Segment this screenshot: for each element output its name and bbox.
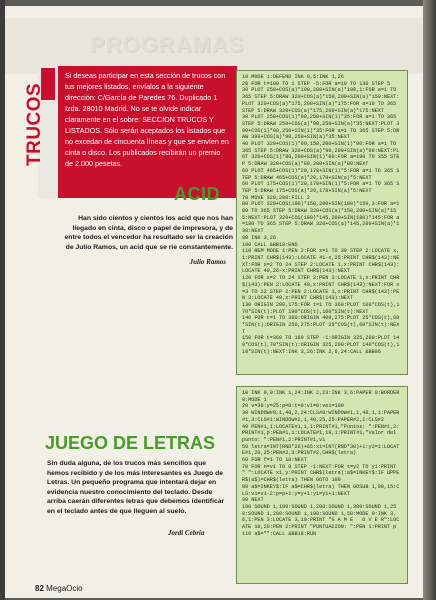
juego-body: Sin duda alguna, de los trucos más sencillos que hemos recibido y de los más interesantes es Juego de Letras. Un pequeño programa que intentará dejar en evidencia nuestro conocimiento del teclado. Desde arriba caerán diferentes letras que debemos identificar en el teclado antes de que lleguen al suelo.	[47, 460, 225, 515]
juego-author: Jordi Cebria	[168, 529, 205, 537]
acid-listing: 10 MODE 1:DEFEND INK 0,5:INK 1,26 20 FOR t=100 TO 1 STEP -5:FOR a=10 TO 130 STEP 5 30 PLOT 250+COS(a)*100,200+SIN(a)*100,1:FOR a=1 TO 365 STEP 5:DRAW 320+COS(a)*150,200+SIN(a)*150:NEXT:PLOT 320+COS(a)*175,200+SIN(a)*175:FOR a=10 TO 365 STEP 5:DRAW 320+COS(a)*175,200+SIN(a)*175:NEXT 30 PLOT 250+COS(1)*90,250+SIN(1)*35:FOR a=1 TO 365 STEP 5:DRAW 250+COS(a)*90,250+SIN(a)*35:NEXT:PLOT 390+COS(1)*90,250+SIN(1)*35:FOR a=1 TO 365 STEP 5:DRAW 390+COS(a)*90,250+SIN(a)*35:NEXT 40 PLOT 320+COS(1)*90,150,200+SIN(1)*90:FOR a=1 TO 365 STEP 5:DRAW 320+COS(a)*90,200+SIN(a)*90:NEXT:PLOT 320+COS(1)*80,200+SIN(1)*80:FOR a=190 TO 355 STEP 5:DRAW 320+COS(a)*80,200+SIN(a)*80:NEXT 60 PLOT 465+COS(1)*20,178+SIN(1)*5:FOR a=1 TO 365 STEP 5:DRAW 465+COS(a)*20,178+SIN(a)*5:NEXT 60 PLOT 175+COS(1)*20,178+SIN(1)*5:FOR a=1 TO 365 STEP 5:DRAW 175+COS(a)*20,178+SIN(a)*5:NEXT 70 MOVE 320,200:FILL 2 80 PLOT 320+COS(180)*150,200+SIN(180)*150,3:FOR a=180 TO 365 STEP 5:DRAW 320+COS(a)*150,200+SIN(a)*155:NEXT:PLOT 320+COS(180)*145,200+SIN(180)*145:FOR a=180 TO 365 STEP 5:DRAW 320+COS(a)*145,200+SIN(a)*130:NEXT 90 INK 3,26 100 CALL &BB18:END 110 REM MODE 1:PEN 2:FOR x=1 TO 39 STEP 2:LOCATE x,1:PRINT CHR$(143):LOCATE 41-x,25:PRINT CHR$(143):NEXT:FOR x=2 TO 24 STEP 2:LOCATE 1,x:PRINT CHR$(143):LOCATE 40,26-x:PRINT CHR$(143):NEXT 120 FOR x=2 TO 24 STEP 2:PEN 3:LOCATE 1,x:PRINT CHR$(143):PEN 2:LOCATE 40,x:PRINT CHR$(143):NEXT:FOR x=3 TO 22 STEP 2:PEN 2:LOCATE 1,x:PRINT CHR$(143):PEN 3:LOCATE 40,x:PRINT CHR$(143):NEXT 130 ORIGIN 200,175:FOR t=1 TO 360:PLOT 100*COS(t),170*SIN(t):PLOT 190*COS(t),160*SIN(t):NEXT 140 FOR t=1 TO 360:ORIGIN 400,275:PLOT 25*COS(t),60*SIN(t):ORIGIN 250,275:PLOT 25*COS(t),60*SIN(t):NEXT 150 FOR t=360 TO 180 STEP -1:ORIGIN 325,200:PLOT 140*COS(t),70*SIN(t):ORIGIN 325,200:PLOT 140*COS(t),110*SIN(t):NEXT:INK 3,26:INK 2,6,24:CALL &BB06	[236, 70, 408, 375]
page-number: 82	[35, 584, 44, 593]
faded-header-title: PROGRAMAS	[90, 32, 245, 57]
page-footer	[35, 584, 83, 593]
acid-body: Han sido cientos y cientos los acid que nos han llegado en cinta, disco o papel de impresora, y de entre todos el vencedor ha resultado ser la creación de Julio Ramos, un acid que se ríe constantemente.	[64, 215, 233, 251]
magazine-page	[5, 6, 423, 598]
page-spine	[423, 0, 436, 600]
acid-author: Julio Ramos	[189, 258, 226, 266]
acid-title: ACID	[174, 184, 220, 204]
juego-listing: 10 INK 0,0:INK 1,24:INK 2,23:INK 3,6:PAPER 0:BORDER 0:MODE 1 20 v=30:y=25:p=0:t=0:v1=0:ve1=100 30 WINDOW#0,1,40,2,24:CLS#0:WINDOW#1,1,40,1,1:PAPER#1,3:CLS#1:WINDOW#2,1,40,25,25:PAPER#2,2:CLS#2 40 PEN#1,1:LOCATE#1,1,1:PRINT#1,"Puntos: ":PEN#1,2:PRINT#1,p:PEN#1,1:LOCATE#1,19,1:PRINT#1,"Valor del punto: ":PEN#1,2:PRINT#1,v1 50 letra=INT(RND*26)+65:x1=INT(RND*30)+1:y2=1:LOCATE#1,20,25:PEN#2,3:PRINT#2,CHR$(letra) 60 FOR f=1 TO 10:NEXT 70 FOR n=v1 TO 0 STEP -1:NEXT:FOR t=y2 TO y1:PRINT " ":LOCATE x1,y:PRINT CHR$(letra):a$=INKEY$:IF UPPER$(a$)=CHR$(letra) THEN GOTO 100 80 a$=INKEY$:IF a$=CHR$(letra) THEN GOSUB 1,00,15:CLS:v1=v1-2:p=p+1:y=y+1:y1=y1+1:NEXT 90 NEXT 100 SOUND 1,100:SOUND 1,200:SOUND 1,300:SOUND 1,250:SOUND 1,200:SOUND 1,100:SOUND 1,50:MODE 0:INK 3,6,1:PEN 3:LOCATE 3,10:PRINT "G A M E O V E R":LOCATE 10,20:PEN 2:PRINT "PUNTUACION: ":PEN 1:PRINT p 110 a$="":CALL &BB18:RUN	[236, 386, 408, 584]
publication-name: MegaOcio	[46, 584, 83, 593]
section-label: TRUCOS	[24, 82, 45, 166]
juego-title: JUEGO DE LETRAS	[45, 433, 216, 453]
intro-box: Si deseas participar en esta sección de trucos con tus mejores listados, envíalos a la siguiente dirección: C/García de Paredes 76. Duplicado 1 Izda. 28010 Madrid. No se te olvide indicar claramente en el sobre: SECCION TRUCOS Y LISTADOS. Sólo serán aceptados los listados que no excedan de cincuenta líneas y que se envíen en cinta o disco. Los publicados recibirán un premio de 2.000 pesetas.	[58, 66, 237, 198]
